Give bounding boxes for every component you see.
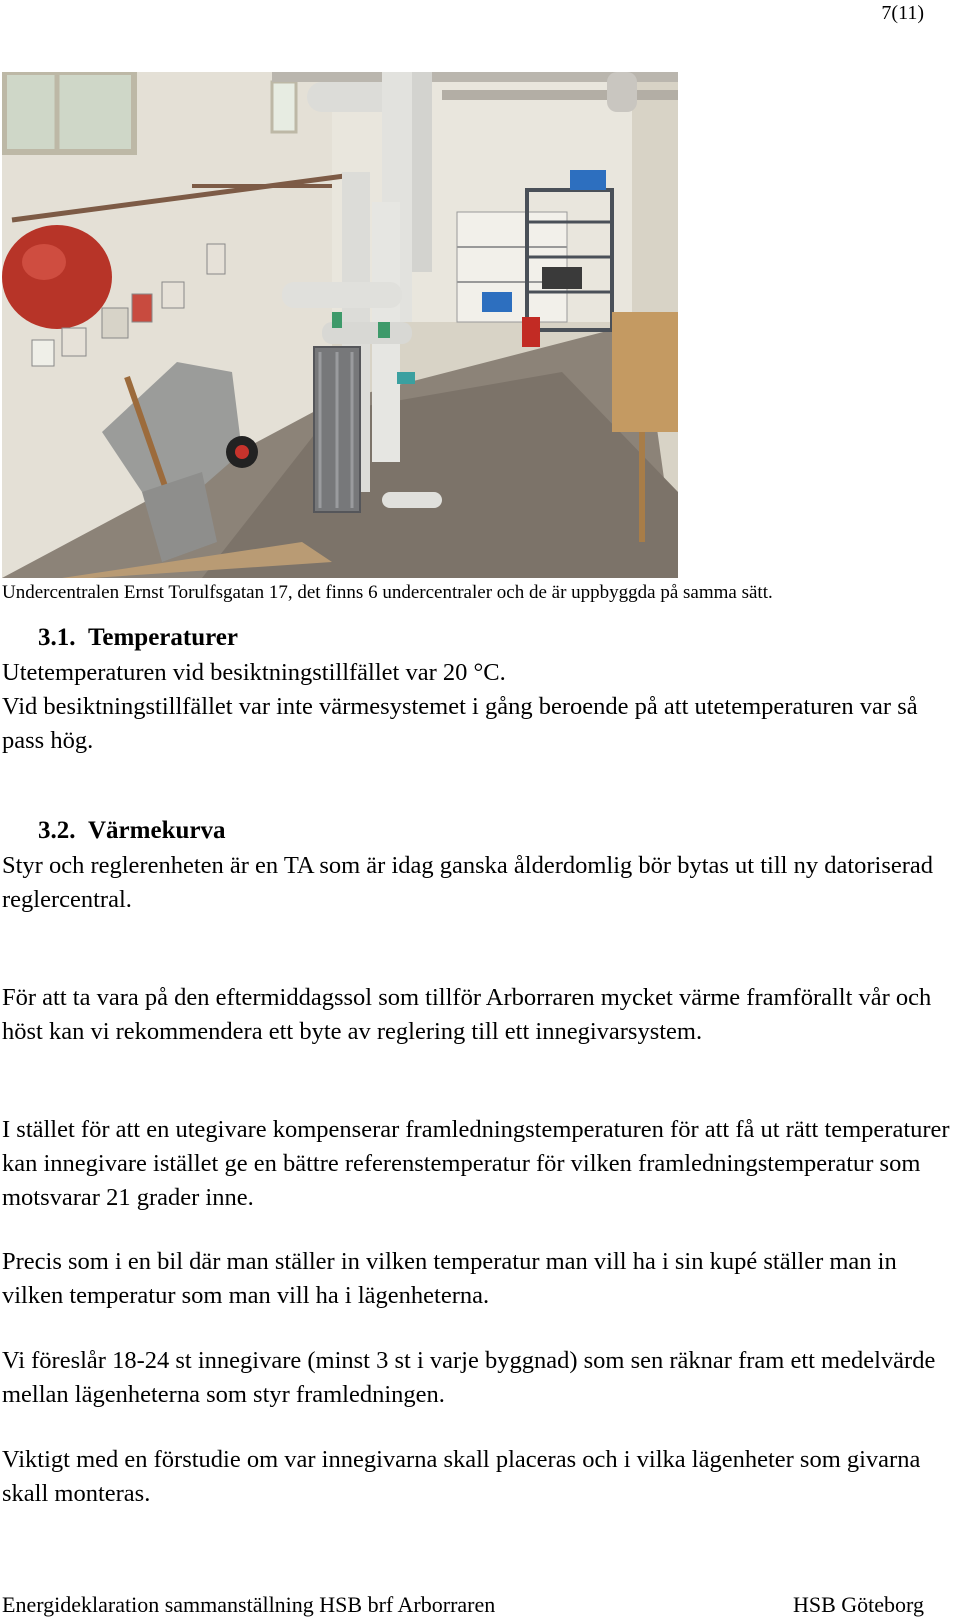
section-heading-temperaturer [38,624,238,652]
paragraph: Viktigt med en förstudie om var innegivarna skall placeras och i vilka lägenheter som givarna skall monteras. [2,1446,921,1507]
paragraph: Styr och reglerenheten är en TA som är idag ganska ålderdomlig bör bytas ut till ny datoriserad reglercentral. [2,852,934,913]
section-title: Temperaturer [88,624,238,651]
section-number: 3.1. [38,624,76,651]
paragraph: I stället för att en utegivare kompenserar framledningstemperaturen för att få ut rätt temperaturer kan innegivare istället ge en bättre referenstemperatur för vilken framledningstemperatur som motsvarar 21 grader inne. [2,1116,950,1211]
footer-right: HSB Göteborg [793,1592,924,1617]
section-title: Värmekurva [88,817,226,844]
paragraph: För att ta vara på den eftermiddagssol som tillför Arborraren mycket värme framförallt vår och höst kan vi rekommendera ett byte av reglering till ett innegivarsystem. [2,984,932,1045]
paragraph: Vi föreslår 18-24 st innegivare (minst 3 st i varje byggnad) som sen räknar fram ett medelvärde mellan lägenheterna som styr framledningen. [2,1347,936,1408]
footer-left: Energideklaration sammanställning HSB brf Arborraren [2,1592,496,1617]
photo-caption: Undercentralen Ernst Torulfsgatan 17, det finns 6 undercentraler och de är uppbyggda på samma sätt. [2,582,773,603]
paragraph: Utetemperaturen vid besiktningstillfället var 20 °C. Vid besiktningstillfället var inte värmesystemet i gång beroende på att utetemperaturen var så pass hög. [2,659,918,754]
paragraph: Precis som i en bil där man ställer in vilken temperatur man vill ha i sin kupé ställer man in vilken temperatur som man vill ha i lägenheterna. [2,1248,897,1309]
page-number: 7(11) [881,2,924,24]
section-heading-varmekurva [38,817,225,845]
section-number: 3.2. [38,817,76,844]
boiler-room-photo [2,72,678,578]
